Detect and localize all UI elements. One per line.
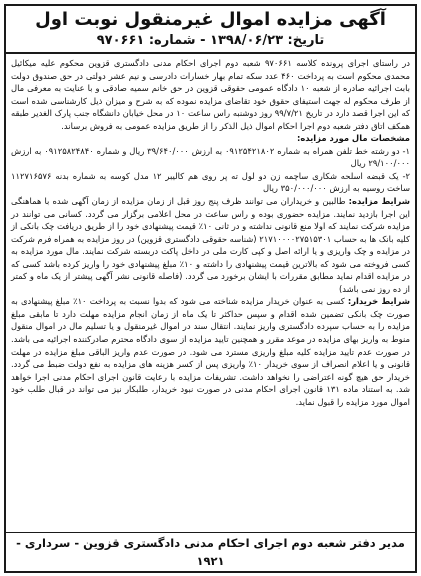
specs-heading: مشخصات مال مورد مزایده:: [297, 133, 410, 144]
notice-body: [6, 54, 415, 532]
buyer-label: شرایط خریدار:: [347, 296, 410, 307]
item-1-paragraph: ۱- دو رشته خط تلفن همراه به شماره ۰۹۱۲۵۴۲۱۸۰۲ به ارزش ۳۹/۶۴۰/۰۰۰ ریال و شماره ۰۹۱۲۵۸۲۴۸۴۰ به ارزش ۲۹/۱۰۰/۰۰۰ ریال: [11, 145, 410, 169]
intro-paragraph: در راستای اجرای پرونده کلاسه ۹۷۰۶۶۱ شعبه دوم اجرای احکام مدنی دادگستری قزوین محکوم علیه میکائیل محمدی محکوم است به پرداخت ۴۶۰ عدد سکه تمام بهار خسارات دادرسی و نیم عشر دولتی در حق صندوق دولت بابت اجرائیه صادره از شعبه ۱۰ دادگاه عمومی حقوقی قزوین در حق خانم سمیه صادقی و با عنایت به معرفی مال از طرف محکوم له جهت استیفای حقوق خود تقاضای مزایده نموده که به شرح و میزان ذیل کارشناسی شده است که این اجرا قصد دارد در تاریخ ۹۹/۷/۲۱ روز دوشنبه راس ساعت ۱۰ در محل خیابان دانشگاه جنب پارک الغدیر طبقه همکف اتاق دفتر شعبه دوم اجرا احکام اموال ذیل الذکر را از طریق مزایده عمومی به فروش برساند.: [11, 58, 411, 131]
terms-paragraph: [11, 195, 410, 295]
notice-subtitle: تاریخ: ۱۳۹۸/۰۶/۲۳ - شماره: ۹۷۰۶۶۱: [6, 32, 415, 54]
notice-footer-signature: مدیر دفتر شعبه دوم اجرای احکام مدنی دادگستری قزوین - سرداری - ۱۹۲۱: [6, 532, 415, 571]
buyer-paragraph: [11, 295, 410, 408]
buyer-text: کسی به عنوان خریدار مزایده شناخته می شود که بدوا نسبت به پرداخت ۱۰٪ مبلغ پیشنهادی به صورت چک بانکی تضمین شده اقدام و سپس حداکثر تا یک ماه از زمان انجام مزایده مهلت دارد تا مابقی مبلغ مزایده را به حساب سپرده دادگستری واریز نمایند. انتقال سند در اموال غیرمنقول و یا تسلیم مال در اموال منقول منوط به واریز بهای مزایده در موعد مقرر و همچنین تایید مزایده از سوی دادگاه محترم صادرکننده اجرائیه می باشد. در صورت عدم تایید مزایده کلیه مبلغ واریزی مسترد می شود. در صورت عدم واریز الباقی مبلغ مزایده در مهلت قانونی و یا اعلام انصراف از سوی خریدار ۱۰٪ واریزی پس از کسر هزینه های مزایده به نفع دولت ضبط می گردد. خریدار حق هیچ گونه اعتراضی را نخواهد داشت. تشریفات مزایده با رعایت قانون اجرای احکام مدنی اجرا خواهد شد. به استناد ماده ۱۳۱ قانون اجرای احکام مدنی در صورت نبود خریدار، طلبکار نیز می تواند در قبال طلب خود اموال مورد مزایده را قبول نماید.: [11, 296, 410, 407]
terms-label: شرایط مزایده:: [348, 196, 410, 207]
item-2-paragraph: ۲- یک قبضه اسلحه شکاری ساچمه زن دو لول ته پر روی هم کالیبر ۱۲ مدل کوسه به شماره بدنه ۱۱۲۷۱۶۵۷۶ ساخت روسیه به ارزش ۳۵۰/۰۰۰/۰۰۰ ریال: [11, 170, 410, 194]
notice-frame: [4, 4, 417, 573]
terms-text: طالبین و خریداران می توانند ظرف پنج روز قبل از زمان مزایده از زمان آگهی شده با هماهنگی این اجرا بازدید نمایند. مزایده حضوری بوده و راس ساعت در محل اعلامی برگزار می گردد. کسانی می توانند در مزایده شرکت نمایند که اولا منع قانونی نداشته و در ثانی ۱۰٪ قیمت پیشنهادی خود را از طریق دریافت چک بانکی از کلیه بانک ها به حساب ۲۱۷۱۰۰۰۰۲۷۵۱۵۳۰۱ (شناسه حقوقی دادگستری قزوین) در روز مزایده به همراه فرم شرکت در مزایده و چک واریزی و یا ارائه اصل و کپی کارت ملی در داخل پاکت دربسته شرکت نمایند. مال مورد مزایده به کسی فروخته می شود که بالاترین قیمت پیشنهادی را داشته و ۱۰٪ مبلغ پیشنهادی خود را واریز کرده باشد کسی که در مزایده اقدام نماید مطابق مقررات با ایشان برخورد می گردد. (فاصله قانونی نشر آگهی پیشتر از یک ماه و کمتر از ده روز نمی باشد): [11, 196, 411, 294]
notice-title: آگهی مزایده اموال غیرمنقول نوبت اول: [35, 9, 386, 30]
